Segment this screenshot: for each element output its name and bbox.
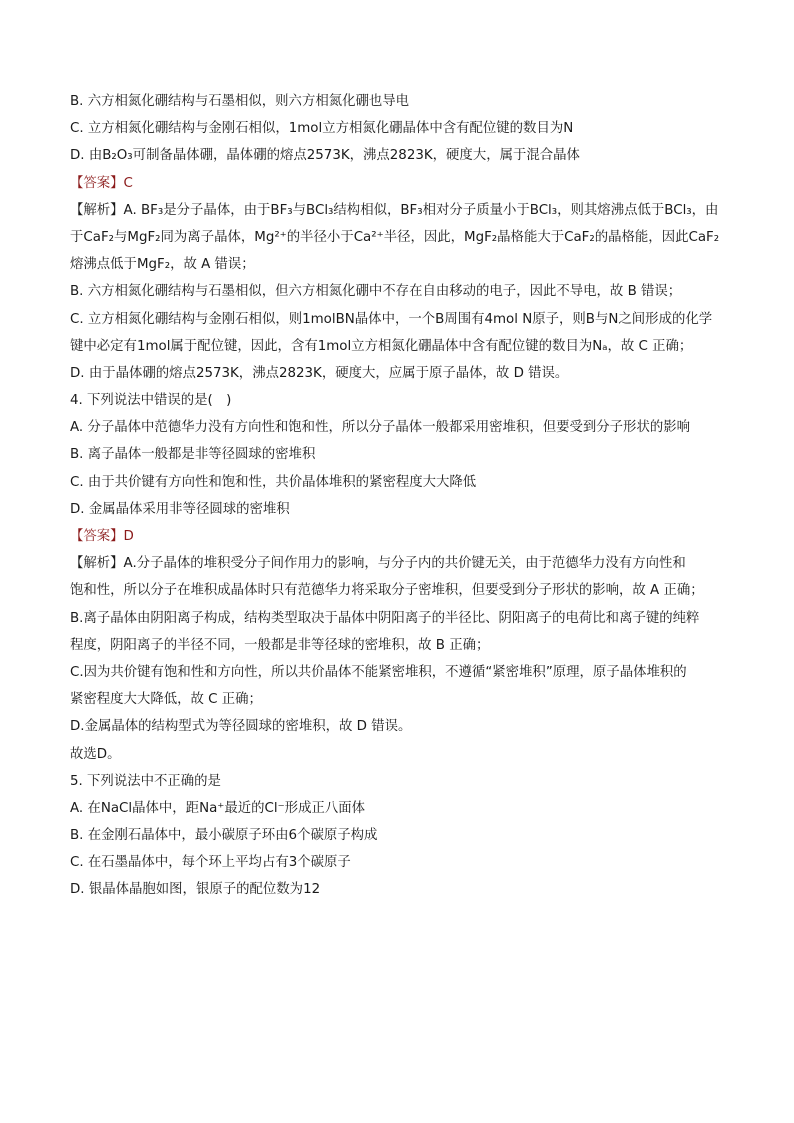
analysis-q3-line6: 键中必定有1mol属于配位键，因此，含有1mol立方相氮化硼晶体中含有配位键的数目为Nₐ，故 C 正确； — [70, 338, 693, 354]
analysis-q4-line2: 饱和性，所以分子在堆积成晶体时只有范德华力将采取分子密堆积，但要受到分子形状的影响，故 A 正确； — [70, 583, 704, 599]
analysis-q3-line3: 熔沸点低于MgF₂，故 A 错误； — [70, 257, 255, 273]
option-d-q4: D. 金属晶体采用非等径圆球的密堆积 — [70, 501, 290, 517]
analysis-q3-line4: B. 六方相氮化硼结构与石墨相似，但六方相氮化硼中不存在自由移动的电子，因此不导电，故 B 错误； — [70, 284, 682, 300]
option-b-q5: B. 在金刚石晶体中，最小碳原子环由6个碳原子构成 — [70, 828, 378, 844]
option-c-q4: C. 由于共价键有方向性和饱和性，共价晶体堆积的紧密程度大大降低 — [70, 474, 477, 490]
option-d-q3: D. 由B₂O₃可制备晶体硼，晶体硼的熔点2573K，沸点2823K，硬度大，属于混合晶体 — [70, 148, 580, 164]
question-4-stem: 4. 下列说法中错误的是( ) — [70, 393, 232, 409]
analysis-q4-line3: B.离子晶体由阴阳离子构成，结构类型取决于晶体中阴阳离子的半径比、阴阳离子的电荷比和离子键的纯粹 — [70, 610, 700, 626]
analysis-q3-line7: D. 由于晶体硼的熔点2573K，沸点2823K，硬度大，应属于原子晶体，故 D 错误。 — [70, 365, 569, 381]
analysis-q4-line7: D.金属晶体的结构型式为等径圆球的密堆积，故 D 错误。 — [70, 719, 412, 735]
analysis-q4-line4: 程度，阴阳离子的半径不同，一般都是非等径球的密堆积，故 B 正确； — [70, 637, 490, 653]
analysis-q3-line2: 于CaF₂与MgF₂同为离子晶体，Mg²⁺的半径小于Ca²⁺半径，因此，MgF₂晶格能大于CaF₂的晶格能，因此CaF₂ — [70, 229, 720, 245]
option-d-q5: D. 银晶体晶胞如图，银原子的配位数为12 — [70, 882, 321, 898]
analysis-q4-line5: C.因为共价键有饱和性和方向性，所以共价晶体不能紧密堆积，不遵循“紧密堆积”原理，原子晶体堆积的 — [70, 664, 687, 680]
option-c-q5: C. 在石墨晶体中，每个环上平均占有3个碳原子 — [70, 855, 351, 871]
analysis-q3-line1: 【解析】A. BF₃是分子晶体，由于BF₃与BCl₃结构相似，BF₃相对分子质量小于BCl₃，则其熔沸点低于BCl₃，由 — [70, 202, 719, 218]
question-5-stem: 5. 下列说法中不正确的是 — [70, 773, 221, 789]
option-c-q3: C. 立方相氮化硼结构与金刚石相似，1mol立方相氮化硼晶体中含有配位键的数目为N — [70, 121, 574, 137]
answer-q4: 【答案】D — [70, 529, 134, 544]
option-a-q5: A. 在NaCl晶体中，距Na⁺最近的Cl⁻形成正八面体 — [70, 800, 366, 816]
answer-q3: 【答案】C — [70, 175, 133, 191]
option-b-q4: B. 离子晶体一般都是非等径圆球的密堆积 — [70, 447, 316, 463]
option-a-q4: A. 分子晶体中范德华力没有方向性和饱和性，所以分子晶体一般都采用密堆积，但要受到分子形状的影响 — [70, 420, 691, 436]
analysis-q4-line1: 【解析】A.分子晶体的堆积受分子间作用力的影响，与分子内的共价键无关，由于范德华力没有方向性和 — [70, 556, 686, 572]
analysis-q3-line5: C. 立方相氮化硼结构与金刚石相似，则1molBN晶体中，一个B周围有4mol N原子，则B与N之间形成的化学 — [70, 311, 713, 327]
document-page — [70, 88, 730, 904]
conclusion-q4: 故选D。 — [70, 746, 121, 762]
analysis-q4-line6: 紧密程度大大降低，故 C 正确； — [70, 692, 262, 708]
option-b-q3: B. 六方相氮化硼结构与石墨相似，则六方相氮化硼也导电 — [70, 94, 410, 109]
